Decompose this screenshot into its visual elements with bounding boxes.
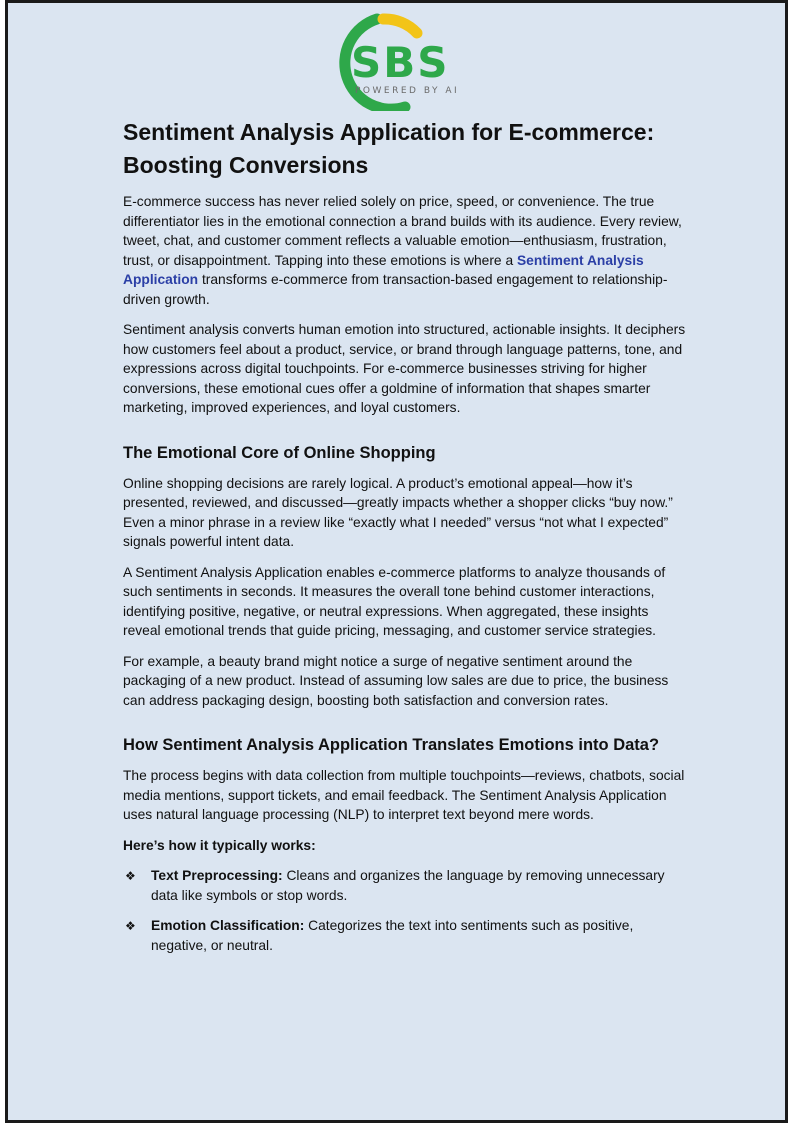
bullet-text: Cleans and organizes the language by removing unnecessary data like symbols or stop words. [151, 868, 665, 903]
section1-paragraph-1: Online shopping decisions are rarely logical. A product’s emotional appeal—how it’s presented, reviewed, and discussed—greatly impacts whether a shopper clicks “buy now.” Even a minor phrase in a review like “exactly what I needed” versus “not what I expected” signals powerful intent data. [123, 475, 673, 549]
logo-tagline: POWERED BY AI [355, 86, 460, 96]
diamond-bullet-icon: ❖ [125, 919, 136, 933]
intro-paragraph-2: Sentiment analysis converts human emotion into structured, actionable insights. It deciphers how customers feel about a product, service, or brand through language patterns, tone, and expressions across digital touchpoints. For e-commerce businesses striving for higher conversions, these emotional cues offer a goldmine of information that shapes smarter marketing, improved experiences, and loyal customers. [123, 322, 686, 415]
bullet-text: Categorizes the text into sentiments such as positive, negative, or neutral. [151, 918, 634, 953]
logo-ring-yellow [383, 19, 417, 33]
page-title: Sentiment Analysis Application for E-commerce: Boosting Conversions [123, 119, 655, 178]
document-page [5, 0, 788, 1123]
section1-paragraph-2: A Sentiment Analysis Application enables e-commerce platforms to analyze thousands of such sentiments in seconds. It measures the overall tone behind customer interactions, identifying positive, negative, or neutral expressions. When aggregated, these insights reveal emotional trends that guide pricing, messaging, and customer service strategies. [123, 564, 666, 638]
diamond-bullet-icon: ❖ [125, 869, 136, 883]
section-heading-translates-emotions: How Sentiment Analysis Application Translates Emotions into Data? [123, 736, 660, 754]
logo-text: SBS [351, 38, 450, 87]
bullet-term: Text Preprocessing: [151, 868, 283, 883]
bullet-term: Emotion Classification: [151, 918, 305, 933]
list-item [123, 916, 688, 955]
article-content [123, 116, 688, 966]
list-item [123, 866, 688, 905]
intro-paragraph-1: E-commerce success has never relied solely on price, speed, or convenience. The true differentiator lies in the emotional connection a brand builds with its audience. Every review, tweet, chat, and customer comment reflects a valuable emotion—enthusiasm, frustration, trust, or disappointment. Tapping into these emotions is where a Sentiment Analysis Application transforms e-commerce from transaction-based engagement to relationship-driven growth. [123, 194, 682, 307]
section2-paragraph-1: The process begins with data collection from multiple touchpoints—reviews, chatbots, social media mentions, support tickets, and email feedback. The Sentiment Analysis Application uses natural language processing (NLP) to interpret text beyond mere words. [123, 768, 685, 822]
sentiment-analysis-link[interactable]: Sentiment Analysis Application [123, 252, 644, 287]
sbs-logo [313, 13, 478, 111]
section1-paragraph-3: For example, a beauty brand might notice a surge of negative sentiment around the packaging of a new product. Instead of assuming low sales are due to price, the business can address packaging design, boosting both satisfaction and conversion rates. [123, 653, 669, 708]
section2-lead: Here’s how it typically works: [123, 837, 316, 853]
steps-list [123, 866, 688, 955]
section-heading-emotional-core: The Emotional Core of Online Shopping [123, 443, 436, 462]
